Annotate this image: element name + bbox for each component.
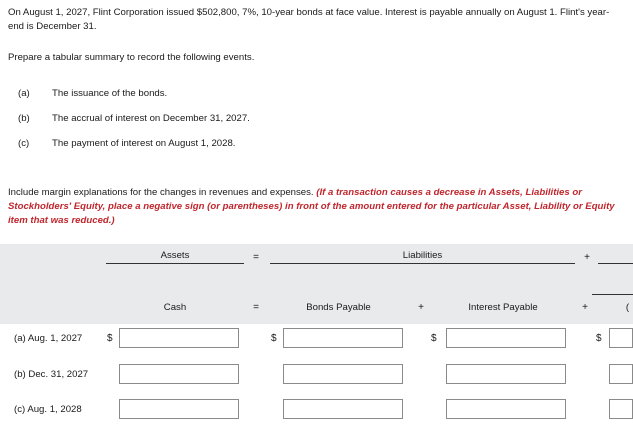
instructions-note [8,186,626,228]
col-header-interest-payable: Interest Payable [468,302,538,313]
problem-intro: On August 1, 2027, Flint Corporation issued $502,800, 7%, 10-year bonds at face value. Interest is payable annually on August 1. Flint's year-end is December 31. [8,7,610,32]
equity-input-a[interactable] [609,328,633,348]
event-letter-c: (c) [18,138,30,149]
problem-prompt: Prepare a tabular summary to record the following events. [8,52,255,63]
cash-input-a[interactable] [119,328,239,348]
instructions-warning: (If a transaction causes a decrease in Assets, Liabilities or Stockholders' Equity, place a negative sign (or parentheses) in front of the amount entered for the particular Asset, Liability or Equity item that was reduced.) [8,187,615,226]
equity-input-c[interactable] [609,399,633,419]
equity-group-underline [598,263,633,264]
event-text-b: The accrual of interest on December 31, 2027. [52,113,250,124]
col-header-equals: = [253,302,259,313]
group-header-assets: Assets [160,250,190,261]
row-label-b: (b) Dec. 31, 2027 [14,369,89,380]
group-header-liabilities: Liabilities [402,250,443,261]
event-letter-b: (b) [18,113,30,124]
group-header-equals: = [253,252,259,263]
group-header-plus: + [584,252,590,263]
interest-payable-input-a[interactable] [446,328,566,348]
event-text-a: The issuance of the bonds. [52,88,168,99]
equity-subgroup-underline [592,294,633,295]
col-header-equity-partial: ( [625,302,630,313]
col-header-bonds-payable: Bonds Payable [306,302,371,313]
cash-input-c[interactable] [119,399,239,419]
equity-input-b[interactable] [609,364,633,384]
currency-bonds-a: $ [271,333,277,344]
currency-cash-a: $ [107,333,113,344]
row-label-a: (a) Aug. 1, 2027 [14,333,83,344]
cash-input-b[interactable] [119,364,239,384]
bonds-payable-input-a[interactable] [283,328,403,348]
col-header-cash: Cash [163,302,187,313]
instructions-plain: Include margin explanations for the changes in revenues and expenses. [8,187,317,198]
interest-payable-input-c[interactable] [446,399,566,419]
bonds-payable-input-c[interactable] [283,399,403,419]
row-label-c: (c) Aug. 1, 2028 [14,404,82,415]
interest-payable-input-b[interactable] [446,364,566,384]
bonds-payable-input-b[interactable] [283,364,403,384]
event-text-c: The payment of interest on August 1, 2028. [52,138,236,149]
currency-equity-a: $ [596,333,602,344]
event-letter-a: (a) [18,88,30,99]
col-header-plus-1: + [418,302,424,313]
assets-underline [106,263,244,264]
col-header-plus-2: + [582,302,588,313]
currency-interest-a: $ [431,333,437,344]
liabilities-underline [270,263,575,264]
